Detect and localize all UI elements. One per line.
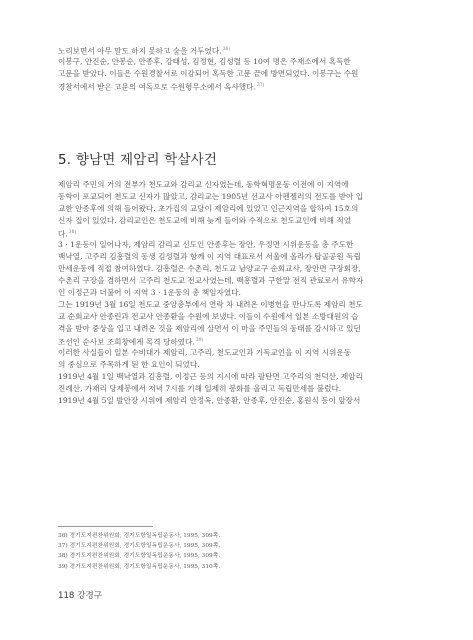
footnote-item: 39) 경기도지편찬위원회, 경기도항일독립운동사, 1995, 310쪽. [58,563,221,570]
paragraph-top [58,44,415,92]
line-text: 교 순회교사 안종린과 전교사 안종환을 수원에 보냈다. 이들이 수원에서 일본 소방대원의 습 [58,312,359,321]
text-line [58,191,415,203]
footnote-item: 38) 경기도지편찬위원회, 경기도항일독립운동사, 1995, 309쪽. [58,553,221,560]
paragraph-body [58,179,415,407]
line-text: 이러한 사실들이 일본 수비대가 제암리, 고주리, 천도교인과 기독교인을 이 지역 시위운동 [58,348,352,357]
text-line [58,359,415,371]
footnote-ref: 39) [195,338,204,343]
line-text: 이봉구, 안진순, 안봉순, 안종후, 강태성, 김정현, 김성렬 등 10여 명은 주재소에서 혹독한 [58,57,351,66]
footnote-ref: 36) [222,47,231,52]
line-text: 백낙열, 고주리 김흥렬의 동생 김성렬과 함께 이 지역 대표로서 서울에 올라가 탑골공원 독립 [58,252,361,261]
line-text: 신자 집이 있었다. 감리교인은 천도교에 비해 늦게 들어와 수적으로 천도교인에 비해 적었 [58,216,352,225]
line-text: 3 · 1운동이 일어나자, 제암리 감리교 신도인 안종후는 장안, 우정면 시위운동을 총 주도한 [58,240,354,249]
text-line [58,371,415,383]
text-line [58,395,415,407]
line-text: 인 이정근과 더불어 이 지역 3 · 1운동의 총 책임자였다. [58,288,241,297]
text-line [58,263,415,275]
text-line [58,323,415,335]
text-line [58,68,415,80]
footnote-item: 37) 경기도지편찬위원회, 경기도항일독립운동사, 1995, 309쪽. [58,543,221,550]
line-text: 교한 안종후에 의해 들어왔다. 초가집의 교당이 제암리에 있었고 인근지역을 합하여 15호의 [58,204,359,213]
text-line [58,203,415,215]
line-text: 만세운동에 직접 참여하였다. 김흥렬은 수촌리, 천도교 남양교구 순회교사, 장안면 구장회장, [58,264,361,273]
text-line [58,335,415,347]
line-text: 경찰서에서 받은 고문의 여독으로 수원형무소에서 옥사했다. [58,82,256,92]
line-text: 수촌리 구장을 겸하면서 고주리 천도교 전교사였는데, 백흥렬과 구한말 전직 관료로서 유학자 [58,276,364,285]
line-text: 의 중심으로 주목하게 된 한 요인이 되었다. [58,360,200,369]
footnote-divider [58,526,153,527]
line-text: 노리보면서 아무 말도 하지 못하고 숨을 거두었다. [58,46,222,56]
page-running-title: 강경구 [77,591,103,601]
line-text: 1919년 4월 5일 발안장 시위에 제암리 안정옥, 안종환, 안종후, 안진순, 홍원식 등이 앞장서 [58,396,361,405]
text-line [58,56,415,68]
line-text: 고문을 받았다. 이들은 수원경찰서로 이감되어 혹독한 고문 끝에 방면되었다. 이봉구는 수원 [58,69,359,78]
text-line [58,227,415,239]
text-line [58,80,415,92]
text-line [58,239,415,251]
text-line [58,287,415,299]
line-text: 그는 1919년 3월 16일 천도교 중앙총부에서 연락 차 내려온 이병헌을 만나도록 제암리 천도 [58,300,363,309]
line-text: 조선인 순사보 조희창에게 목격 당하였다. [58,337,195,347]
section-heading: 5. 향남면 제암리 학살사건 [58,152,218,168]
text-line [58,347,415,359]
line-text: 진례산, 가재리 당제봉에서 저녁 7시를 기해 일제히 봉화를 올리고 독립만세를 불렀다. [58,384,342,393]
text-line [58,275,415,287]
line-text: 격을 받아 중상을 입고 내려온 것을 제암리에 살면서 이 마을 주민들의 동태를 감시하고 있던 [58,324,361,333]
line-text: 다. [58,229,68,239]
text-line [58,179,415,191]
line-text: 제암리 주민의 거의 전부가 천도교와 감리교 신자였는데, 동학혁명운동 이전에 이 지역에 [58,180,349,189]
footnote-ref: 38) [68,230,77,235]
text-line [58,311,415,323]
page-number: 118 [58,591,75,601]
page-folio [58,589,102,601]
line-text: 동학이 포교되어 천도교 신자가 많았고, 감리교는 1905년 선교사 아펜젤러의 전도를 받아 입 [58,192,364,201]
text-line [58,299,415,311]
footnotes [58,531,220,572]
footnote-ref: 37) [256,83,265,88]
line-text: 1919년 4월 1일 백낙열과 김흥렬, 이정근 등의 지시에 따라 팔탄면 고주리의 천덕산, 제암리 [58,372,363,381]
text-line [58,383,415,395]
text-line [58,251,415,263]
text-line [58,44,415,56]
text-line [58,215,415,227]
footnote-item: 36) 경기도지편찬위원회, 경기도항일독립운동사, 1995, 309쪽. [58,533,221,539]
